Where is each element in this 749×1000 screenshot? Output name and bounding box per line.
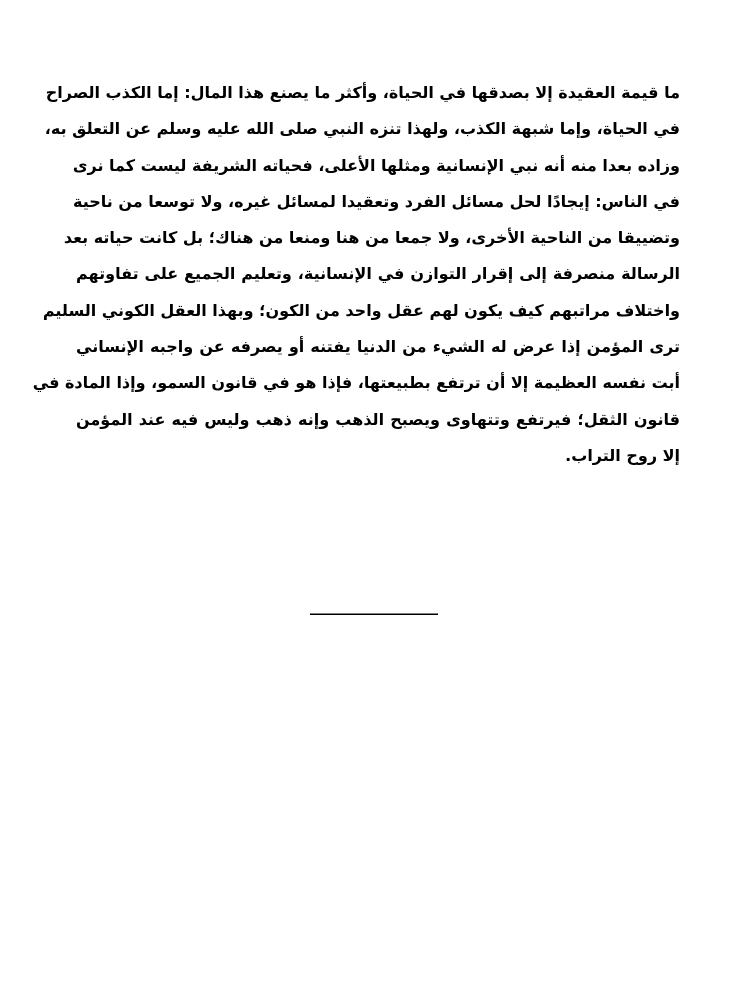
text-line-9: أبت نفسه العظيمة إلا أن ترتفع بطبيعتها، فإذا هو في قانون السمو، وإذا المادة في — [32, 373, 680, 393]
text-line-10: قانون الثقل؛ فيرتفع وتتهاوى ويصبح الذهب وإنه ذهب وليس فيه عند المؤمن — [76, 409, 680, 429]
text-line-1: ما قيمة العقيدة إلا بصدقها في الحياة، وأكثر ما يصنع هذا المال: إما الكذب الصراح — [45, 83, 680, 102]
body-paragraph — [32, 75, 680, 474]
text-line-5: وتضييقا من الناحية الأخرى، ولا جمعا من هنا ومنعا من هناك؛ بل كانت حياته بعد — [63, 228, 680, 248]
text-line-11: إلا روح التراب. — [565, 445, 680, 465]
text-line-6: الرسالة منصرفة إلى إقرار التوازن في الإنسانية، وتعليم الجميع على تفاوتهم — [76, 264, 680, 284]
text-line-8: ترى المؤمن إذا عرض له الشيء من الدنيا يفتنه أو يصرفه عن واجبه الإنساني — [76, 337, 680, 357]
text-line-3: وزاده بعدا منه أنه نبي الإنسانية ومثلها الأعلى، فحياته الشريفة ليست كما نرى — [72, 155, 680, 175]
section-separator: ________________ — [310, 596, 438, 615]
text-line-2: في الحياة، وإما شبهة الكذب، ولهذا تنزه النبي صلى الله عليه وسلم عن التعلق به، — [44, 119, 680, 139]
text-line-7: واختلاف مراتبهم كيف يكون لهم عقل واحد من الكون؛ وبهذا العقل الكوني السليم — [42, 300, 680, 320]
text-line-4: في الناس: إيجادًا لحل مسائل الفرد وتعقيدا لمسائل غيره، ولا توسعا من ناحية — [73, 191, 680, 211]
